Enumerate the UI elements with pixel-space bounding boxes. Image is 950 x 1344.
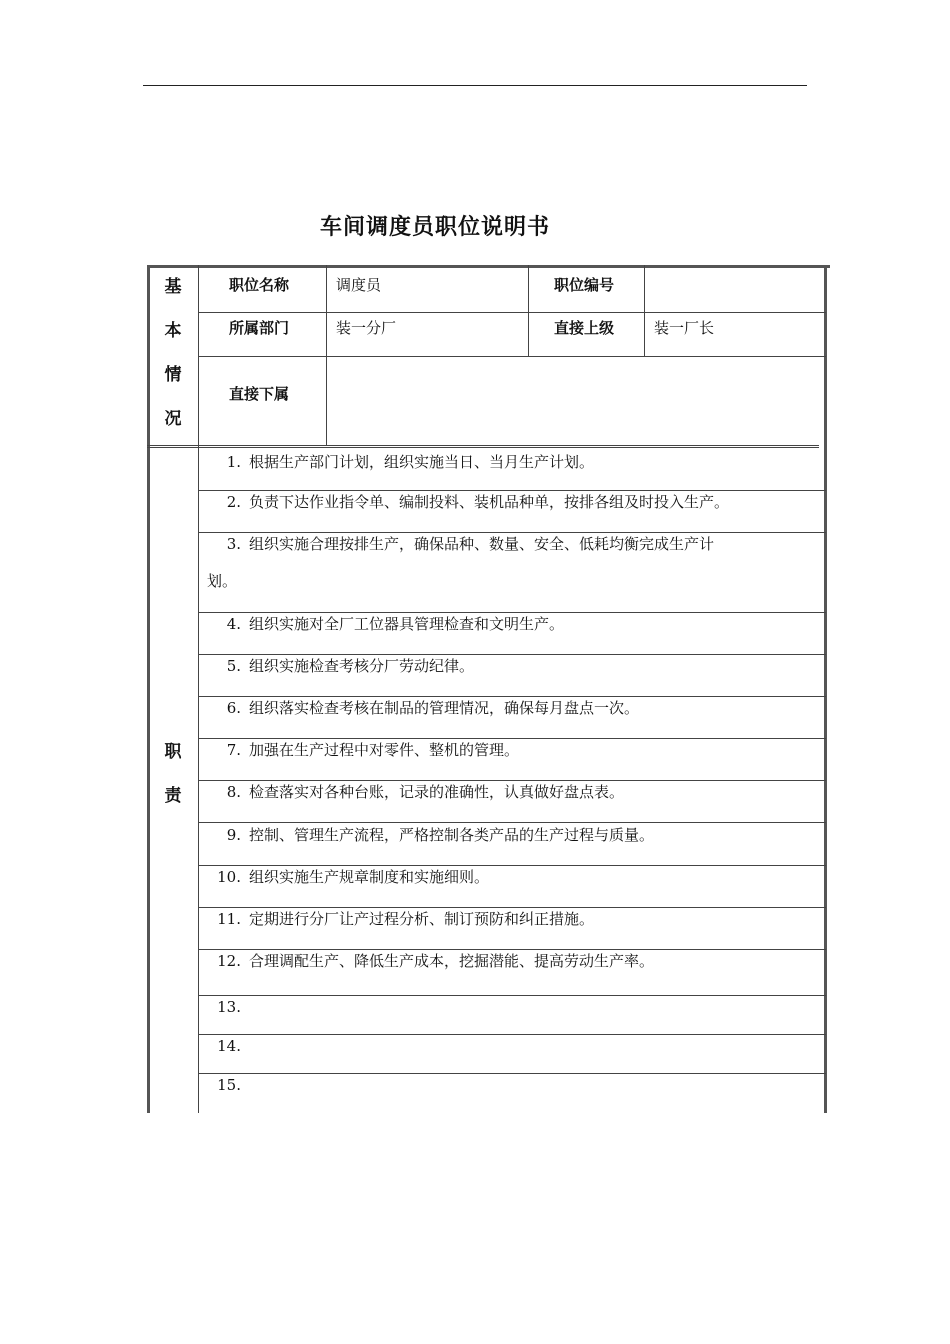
duty-text: 控制、管理生产流程，严格控制各类产品的生产过程与质量。 <box>249 826 655 844</box>
section-label-char: 本 <box>164 321 182 341</box>
duty-text: 组织实施生产规章制度和实施细则。 <box>249 868 490 886</box>
table-right-border <box>824 265 827 1113</box>
position-name-value: 调度员 <box>336 276 382 294</box>
duty-text: 检查落实对各种台账，记录的准确性，认真做好盘点表。 <box>249 783 625 801</box>
duty-text: 组织实施检查考核分厂劳动纪律。 <box>249 657 475 675</box>
duties-section-label <box>148 730 198 818</box>
label-value-divider-2 <box>644 265 645 356</box>
duty-number: 15. <box>217 1076 241 1094</box>
section-label-char: 基 <box>164 277 182 297</box>
duty-item <box>207 647 822 685</box>
duty-number: 4. <box>226 615 241 633</box>
side-column-divider <box>198 265 199 1113</box>
table-top-border <box>147 265 830 268</box>
duty-item <box>207 525 822 563</box>
duty-item <box>207 689 822 727</box>
duty-number: 7. <box>226 741 241 759</box>
duty-number: 13. <box>217 998 241 1016</box>
duty-item <box>207 988 822 1026</box>
duty-item <box>207 773 822 811</box>
job-description-table <box>147 265 830 1113</box>
duty-item-continuation: 划。 <box>207 572 238 590</box>
value-label-divider <box>528 265 529 356</box>
duty-number: 12. <box>217 952 241 970</box>
duty-item <box>207 942 822 980</box>
duty-item <box>207 1027 822 1065</box>
duty-number: 10. <box>217 868 241 886</box>
duty-number: 14. <box>217 1037 241 1055</box>
duty-item <box>207 605 822 643</box>
duty-text: 定期进行分厂让产过程分析、制订预防和纠正措施。 <box>249 910 595 928</box>
section-label-char: 职 <box>164 742 182 762</box>
row-divider <box>198 312 826 313</box>
duty-text: 合理调配生产、降低生产成本，挖掘潜能、提高劳动生产率。 <box>249 952 655 970</box>
row-divider <box>198 356 826 357</box>
position-name-label: 职位名称 <box>229 276 290 294</box>
basic-info-section-label <box>148 265 198 441</box>
label-value-divider <box>326 265 327 445</box>
duty-number: 9. <box>226 826 241 844</box>
duty-text: 根据生产部门计划，组织实施当日、当月生产计划。 <box>249 453 595 471</box>
supervisor-value: 装一厂长 <box>654 319 715 337</box>
section-label-char: 责 <box>164 786 182 806</box>
duty-number: 3. <box>226 535 241 553</box>
duty-text: 负责下达作业指令单、编制投料、装机品种单，按排各组及时投入生产。 <box>249 493 730 511</box>
section-label-char: 情 <box>164 365 182 385</box>
duty-number: 2. <box>226 493 241 511</box>
duty-text: 组织落实检查考核在制品的管理情况，确保每月盘点一次。 <box>249 699 640 717</box>
document-title: 车间调度员职位说明书 <box>319 215 550 240</box>
duty-text: 组织实施合理按排生产，确保品种、数量、安全、低耗均衡完成生产计 <box>249 535 715 553</box>
duty-number: 6. <box>226 699 241 717</box>
section-label-char: 况 <box>164 409 182 429</box>
duty-item <box>207 1066 822 1104</box>
duty-item <box>207 858 822 896</box>
subordinate-label: 直接下属 <box>229 385 290 403</box>
header-rule <box>143 85 807 86</box>
duty-text: 加强在生产过程中对零件、整机的管理。 <box>249 741 520 759</box>
duty-item <box>207 443 822 481</box>
duty-number: 11. <box>217 910 241 928</box>
duty-item <box>207 483 822 521</box>
position-code-label: 职位编号 <box>554 276 615 294</box>
duty-item <box>207 900 822 938</box>
duty-item <box>207 731 822 769</box>
supervisor-label: 直接上级 <box>554 319 615 337</box>
duty-number: 8. <box>226 783 241 801</box>
department-label: 所属部门 <box>229 319 290 337</box>
duty-item <box>207 816 822 854</box>
department-value: 装一分厂 <box>336 319 397 337</box>
duty-number: 1. <box>226 453 241 471</box>
duty-number: 5. <box>226 657 241 675</box>
duty-text: 组织实施对全厂工位器具管理检查和文明生产。 <box>249 615 565 633</box>
